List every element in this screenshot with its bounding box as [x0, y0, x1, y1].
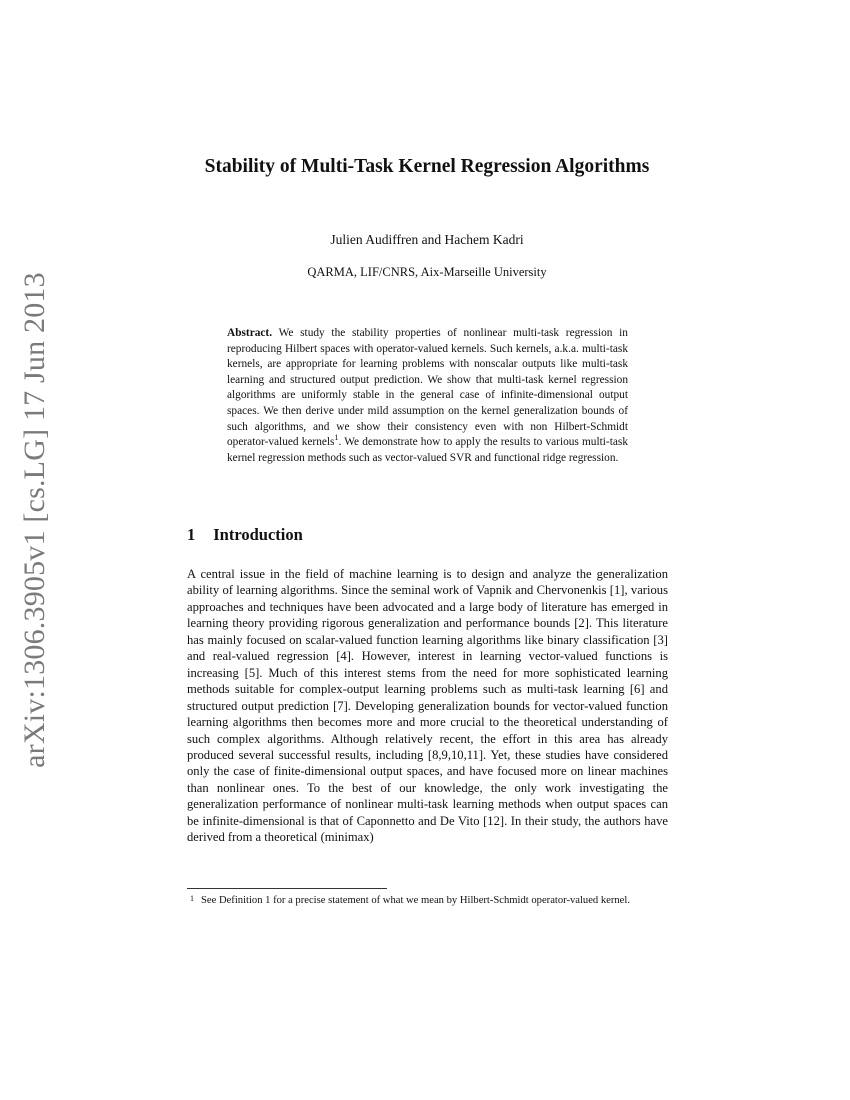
section-number: 1	[187, 525, 196, 544]
intro-paragraph: A central issue in the field of machine learning is to design and analyze the generalization ability of learning algorithms. Since the seminal work of Vapnik and Chervonenkis [1], various approaches and techniques have been advocated and a large body of literature has emerged in learning theory providing rigorous generalization and performance bounds [2]. This literature has mainly focused on scalar-valued function learning algorithms like binary classification [3] and real-valued regression [4]. However, interest in learning vector-valued functions is increasing [5]. Much of this interest stems from the need for more sophisticated learning methods suitable for complex-output learning problems such as multi-task learning [6] and structured output prediction [7]. Developing generalization bounds for vector-valued function learning algorithms then becomes more and more crucial to the theoretical understanding of such complex algorithms. Although relatively recent, the effort in this area has already produced several successful results, including [8,9,10,11]. Yet, these studies have considered only the case of finite-dimensional output spaces, and have focused more on linear machines than nonlinear ones. To the best of our knowledge, the only work investigating the generalization performance of nonlinear multi-task learning methods when output spaces can be infinite-dimensional is that of Caponnetto and De Vito [12]. In their study, the authors have derived from a theoretical (minimax)	[187, 567, 668, 845]
paper-title: Stability of Multi-Task Kernel Regression Algorithms	[204, 156, 650, 177]
abstract-label: Abstract.	[227, 327, 273, 339]
abstract-text: We study the stability properties of nonlinear multi-task regression in reproducing Hilbert spaces with operator-valued kernels. Such kernels, a.k.a. multi-task kernels, are appropriate for learning problems with nonscalar outputs like multi-task learning and structured output prediction. We show that multi-task kernel regression algorithms are uniformly stable in the general case of infinite-dimensional output spaces. We then derive under mild assumption on the kernel generalization bounds of such algorithms, and we show their consistency even with non Hilbert-Schmidt operator-valued kernels	[227, 327, 628, 449]
footnote	[187, 894, 668, 908]
authors: Julien Audiffren and Hachem Kadri	[330, 232, 524, 247]
arxiv-id: arXiv:1306.3905v1 [cs.LG] 17 Jun 2013	[18, 272, 51, 768]
abstract	[227, 326, 628, 466]
arxiv-stamp	[15, 270, 55, 770]
abstract-text-end: . We demonstrate how to apply the results to various multi-task kernel regression methods such as vector-valued SVR and functional ridge regression.	[227, 436, 628, 464]
footnote-divider	[187, 888, 387, 889]
section-title: Introduction	[213, 525, 303, 544]
section-heading	[187, 525, 303, 545]
footnote-mark: 1	[190, 894, 194, 903]
affiliation: QARMA, LIF/CNRS, Aix-Marseille University	[307, 265, 547, 279]
footnote-text: See Definition 1 for a precise statement of what we mean by Hilbert-Schmidt operator-valued kernel.	[201, 895, 630, 906]
footnote-ref: 1	[334, 433, 339, 443]
